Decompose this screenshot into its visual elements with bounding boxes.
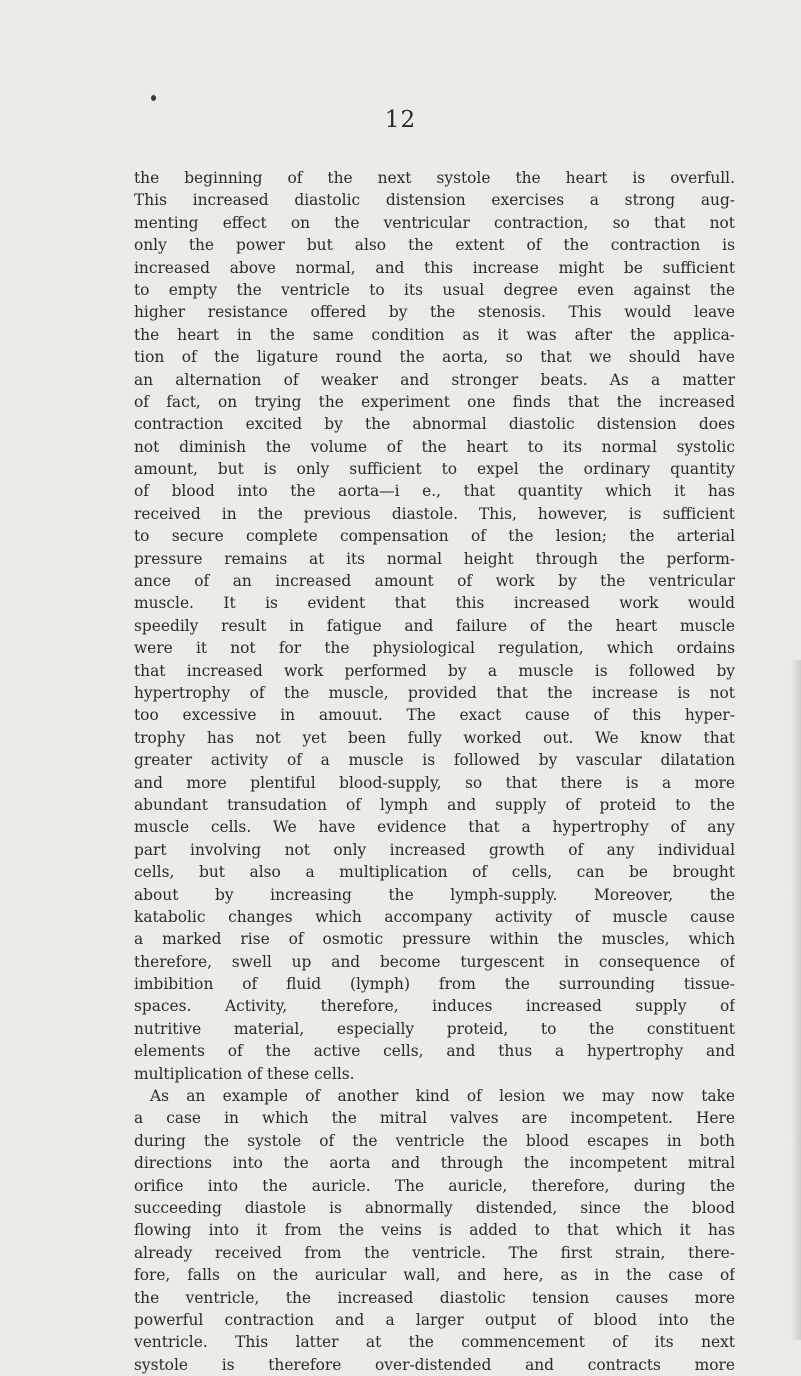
text-line: spaces. Activity, therefore, induces increased supply of bbox=[134, 997, 735, 1016]
text-line: that increased work performed by a muscle is followed by bbox=[134, 661, 735, 680]
text-line: flowing into it from the veins is added to that which it has bbox=[134, 1221, 735, 1240]
text-line: amount, but is only sufficient to expel the ordinary quantity bbox=[134, 460, 735, 479]
text-line: imbibition of fluid (lymph) from the surrounding tissue- bbox=[134, 975, 735, 994]
text-line: nutritive material, especially proteid, to the constituent bbox=[134, 1019, 735, 1038]
text-line: fore, falls on the auricular wall, and here, as in the case of bbox=[134, 1266, 735, 1285]
text-line: an alternation of weaker and stronger beats. As a matter bbox=[134, 370, 735, 389]
text-line: to empty the ventricle to its usual degree even against the bbox=[134, 280, 735, 299]
text-line: too excessive in amouut. The exact cause of this hyper- bbox=[134, 706, 735, 725]
text-line: menting effect on the ventricular contraction, so that not bbox=[134, 213, 735, 232]
text-line: multiplication of these cells. bbox=[134, 1064, 355, 1083]
text-line: the beginning of the next systole the heart is overfull. bbox=[134, 169, 735, 187]
text-line: trophy has not yet been fully worked out. We know that bbox=[134, 728, 735, 747]
body-text bbox=[134, 167, 735, 1376]
text-line: ance of an increased amount of work by the ventricular bbox=[134, 572, 735, 591]
text-line: This increased diastolic distension exercises a strong aug- bbox=[134, 191, 735, 210]
text-line: As an example of another kind of lesion we may now take bbox=[150, 1087, 735, 1106]
text-line: to secure complete compensation of the lesion; the arterial bbox=[134, 527, 735, 546]
text-line: systole is therefore over-distended and contracts more bbox=[134, 1355, 735, 1374]
text-line: muscle. It is evident that this increased work would bbox=[134, 594, 735, 613]
text-line: greater activity of a muscle is followed by vascular dilatation bbox=[134, 751, 735, 770]
text-line: were it not for the physiological regulation, which ordains bbox=[134, 639, 735, 658]
text-line: hypertrophy of the muscle, provided that the increase is not bbox=[134, 683, 735, 702]
text-line: of blood into the aorta—i e., that quantity which it has bbox=[134, 482, 735, 501]
text-line: of fact, on trying the experiment one finds that the increased bbox=[134, 392, 735, 411]
text-line: received in the previous diastole. This, however, is sufficient bbox=[134, 504, 735, 523]
text-line: already received from the ventricle. The first strain, there- bbox=[134, 1243, 735, 1262]
ink-spot bbox=[151, 95, 156, 101]
text-line: directions into the aorta and through the incompetent mitral bbox=[134, 1154, 735, 1173]
text-line: during the systole of the ventricle the blood escapes in both bbox=[134, 1131, 735, 1150]
text-line: contraction excited by the abnormal diastolic distension does bbox=[134, 415, 735, 434]
text-line: not diminish the volume of the heart to its normal systolic bbox=[134, 437, 735, 456]
text-line: cells, but also a multiplication of cells, can be brought bbox=[134, 863, 735, 882]
text-line: succeeding diastole is abnormally distended, since the blood bbox=[134, 1198, 735, 1217]
text-line: muscle cells. We have evidence that a hypertrophy of any bbox=[134, 818, 735, 837]
text-line: powerful contraction and a larger output of blood into the bbox=[134, 1310, 735, 1329]
text-line: higher resistance offered by the stenosis. This would leave bbox=[134, 303, 735, 322]
page-edge-shadow bbox=[791, 660, 801, 1340]
text-line: the ventricle, the increased diastolic tension causes more bbox=[134, 1288, 735, 1307]
text-line: pressure remains at its normal height through the perform- bbox=[134, 549, 735, 568]
page-number: 12 bbox=[384, 107, 417, 133]
text-line: tion of the ligature round the aorta, so that we should have bbox=[134, 348, 735, 367]
text-line: and more plentiful blood-supply, so that there is a more bbox=[134, 773, 735, 792]
text-line: orifice into the auricle. The auricle, therefore, during the bbox=[134, 1176, 735, 1195]
text-line: speedily result in fatigue and failure of the heart muscle bbox=[134, 616, 735, 635]
text-line: part involving not only increased growth of any individual bbox=[134, 840, 735, 859]
text-line: ventricle. This latter at the commencement of its next bbox=[134, 1333, 735, 1352]
text-line: a marked rise of osmotic pressure within the muscles, which bbox=[134, 930, 735, 949]
text-line: elements of the active cells, and thus a hypertrophy and bbox=[134, 1042, 735, 1061]
text-line: increased above normal, and this increase might be sufficient bbox=[134, 258, 735, 277]
text-line: about by increasing the lymph-supply. Moreover, the bbox=[134, 885, 735, 904]
text-line: therefore, swell up and become turgescent in consequence of bbox=[134, 952, 735, 971]
text-line: katabolic changes which accompany activity of muscle cause bbox=[134, 907, 735, 926]
text-line: the heart in the same condition as it was after the applica- bbox=[134, 325, 735, 344]
text-line: a case in which the mitral valves are incompetent. Here bbox=[134, 1109, 735, 1128]
text-line: only the power but also the extent of the contraction is bbox=[134, 236, 735, 255]
text-line: abundant transudation of lymph and supply of proteid to the bbox=[134, 795, 735, 814]
